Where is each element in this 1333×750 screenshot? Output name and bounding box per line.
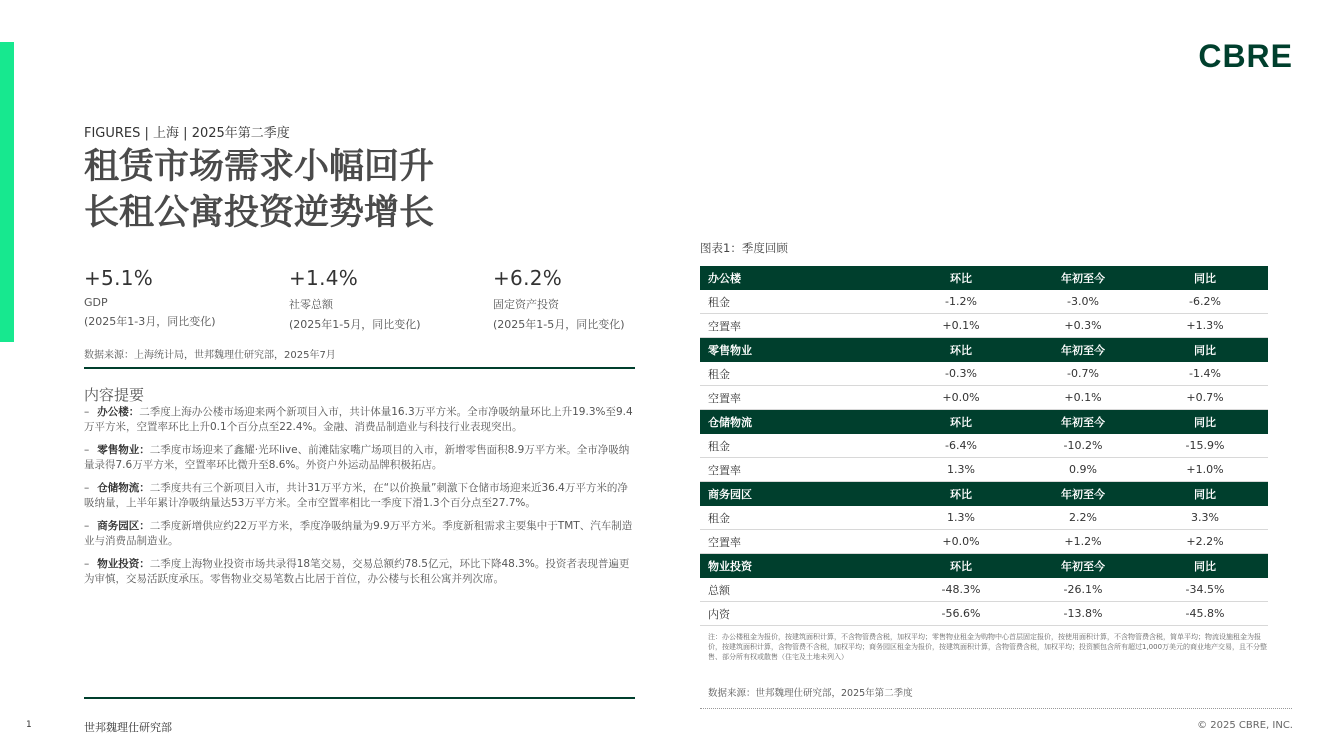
cell-value: -13.8% (1063, 607, 1103, 620)
row-label: 租金 (708, 511, 730, 525)
section-name: 零售物业 (708, 344, 752, 357)
row-label: 租金 (708, 295, 730, 309)
column-header: 同比 (1194, 344, 1216, 357)
table-row (700, 530, 1268, 554)
headline-line-2: 长租公寓投资逆势增长 (84, 192, 435, 233)
column-header: 环比 (950, 488, 972, 501)
cell-value: +2.2% (1186, 535, 1224, 548)
cell-value: -15.9% (1185, 439, 1225, 452)
cell-value: +0.0% (942, 535, 980, 548)
cell-value: +1.3% (1186, 319, 1224, 332)
column-header: 同比 (1194, 560, 1216, 573)
table-row (700, 506, 1268, 530)
summary-lead: 商务园区： (97, 520, 150, 532)
section-name: 商务园区 (708, 488, 752, 501)
column-header: 年初至今 (1061, 560, 1105, 573)
kpi-value: +5.1% (84, 266, 154, 290)
row-label: 内资 (708, 607, 730, 621)
cell-value: -1.4% (1189, 367, 1221, 380)
copyright: © 2025 CBRE, INC. (1197, 720, 1293, 731)
kpi-source: 数据来源：上海统计局，世邦魏理仕研究部，2025年7月 (84, 350, 336, 361)
summary-text: 二季度共有三个新项目入市，共计31万平方米，在“以价换量”刺激下仓储市场迎来近36.4万平方米的净吸纳量，上半年累计净吸纳量达53万平方米。全市空置率相比一季度下滑1.3个百分点至27.7%。 (84, 482, 628, 509)
footer-department: 世邦魏理仕研究部 (84, 721, 172, 734)
cell-value: -3.0% (1067, 295, 1099, 308)
summary-item-logistics: – 仓储物流：二季度共有三个新项目入市，共计31万平方米，在“以价换量”刺激下仓储市场迎来近36.4万平方米的净吸纳量，上半年累计净吸纳量达53万平方米。全市空置率相比一季度下滑1.3个百分点至27.7%。 (84, 482, 628, 509)
divider-bottom (84, 697, 635, 699)
summary-text: 二季度上海物业投资市场共录得18笔交易，交易总额约78.5亿元，环比下降48.3%。投资者表现普遍更为审慎，交易活跃度承压。零售物业交易笔数占比居于首位，办公楼与长租公寓并列次席。 (84, 558, 630, 585)
cell-value: +0.1% (942, 319, 980, 332)
quarterly-review-table (700, 266, 1268, 626)
divider-top (84, 367, 635, 369)
row-label: 空置率 (708, 463, 741, 477)
kpi-retail-sales (289, 266, 479, 332)
accent-bar (0, 42, 14, 342)
summary-title: 内容提要 (84, 386, 145, 404)
row-label: 租金 (708, 439, 730, 453)
cell-value: -10.2% (1063, 439, 1103, 452)
table-row (700, 290, 1268, 314)
cell-value: +0.0% (942, 391, 980, 404)
cell-value: +1.2% (1064, 535, 1102, 548)
page-title (84, 144, 434, 236)
row-label: 空置率 (708, 535, 741, 549)
cell-value: -45.8% (1185, 607, 1225, 620)
summary-item-retail: – 零售物业：二季度市场迎来了鑫耀·光环live、前滩陆家嘴广场项目的入市，新增零售面积8.9万平方米。全市净吸纳量录得7.6万平方米，空置率环比微升至8.6%。外资户外运动品牌积极拓店。 (84, 444, 630, 471)
table-row (700, 362, 1268, 386)
cell-value: 0.9% (1069, 463, 1097, 476)
report-kicker: FIGURES | 上海 | 2025年第二季度 (84, 126, 290, 141)
column-header: 同比 (1194, 488, 1216, 501)
summary-lead: 物业投资： (97, 558, 150, 570)
section-header-retail (700, 338, 1268, 362)
summary-list (84, 405, 638, 595)
cell-value: -34.5% (1185, 583, 1225, 596)
kpi-period: (2025年1-5月，同比变化) (493, 318, 625, 331)
table-row (700, 314, 1268, 338)
summary-item-investment: – 物业投资：二季度上海物业投资市场共录得18笔交易，交易总额约78.5亿元，环比下降48.3%。投资者表现普遍更为审慎，交易活跃度承压。零售物业交易笔数占比居于首位，办公楼与长租公寓并列次席。 (84, 558, 630, 585)
summary-lead: 办公楼： (97, 406, 140, 418)
section-name: 物业投资 (708, 560, 752, 573)
kpi-value: +1.4% (289, 266, 359, 290)
cell-value: -0.3% (945, 367, 977, 380)
cell-value: +0.3% (1064, 319, 1102, 332)
summary-lead: 零售物业： (97, 444, 150, 456)
column-header: 环比 (950, 344, 972, 357)
cell-value: 3.3% (1191, 511, 1219, 524)
table-row (700, 578, 1268, 602)
cell-value: -0.7% (1067, 367, 1099, 380)
kpi-fixed-investment (493, 266, 683, 332)
cell-value: 1.3% (947, 511, 975, 524)
column-header: 环比 (950, 560, 972, 573)
cell-value: +0.1% (1064, 391, 1102, 404)
section-header-investment (700, 554, 1268, 578)
page-number: 1 (26, 720, 32, 730)
column-header: 环比 (950, 272, 972, 285)
summary-text: 二季度新增供应约22万平方米，季度净吸纳量为9.9万平方米。季度新租需求主要集中于TMT、汽车制造业与消费品制造业。 (84, 520, 633, 547)
kpi-value: +6.2% (493, 266, 563, 290)
cell-value: -6.2% (1189, 295, 1221, 308)
kpi-label: 社零总额 (289, 298, 333, 311)
section-name: 办公楼 (708, 272, 741, 285)
kpi-row (84, 266, 634, 336)
summary-item-office: – 办公楼：二季度上海办公楼市场迎来两个新项目入市，共计体量16.3万平方米。全市净吸纳量环比上升19.3%至9.4万平方米，空置率环比上升0.1个百分点至22.4%。金融、消费品制造业与科技行业表现突出。 (84, 406, 633, 433)
cell-value: 2.2% (1069, 511, 1097, 524)
row-label: 租金 (708, 367, 730, 381)
table-note: 注：办公楼租金为报价，按建筑面积计算，不含物管费含税，加权平均；零售物业租金为购物中心首层固定报价，按使用面积计算，不含物管费含税，简单平均；物流设施租金为报价，按建筑面积计算，含物管费不含税，加权平均；商务园区租金为报价，按建筑面积计算，含物管费含税，加权平均；投资额包含所有超过1,000万美元的商业地产交易，且不分整售、部分所有权或散售（住宅及土地未列入） (708, 633, 1268, 661)
cell-value: -56.6% (941, 607, 981, 620)
headline-line-1: 租赁市场需求小幅回升 (84, 146, 435, 187)
row-label: 总额 (708, 583, 730, 597)
column-header: 年初至今 (1061, 488, 1105, 501)
column-header: 同比 (1194, 416, 1216, 429)
summary-text: 二季度市场迎来了鑫耀·光环live、前滩陆家嘴广场项目的入市，新增零售面积8.9万平方米。全市净吸纳量录得7.6万平方米，空置率环比微升至8.6%。外资户外运动品牌积极拓店。 (84, 444, 630, 471)
table-row (700, 458, 1268, 482)
row-label: 空置率 (708, 391, 741, 405)
cell-value: +0.7% (1186, 391, 1224, 404)
section-header-business-park (700, 482, 1268, 506)
row-label: 空置率 (708, 319, 741, 333)
column-header: 年初至今 (1061, 344, 1105, 357)
cell-value: -1.2% (945, 295, 977, 308)
cell-value: 1.3% (947, 463, 975, 476)
summary-item-business-park: – 商务园区：二季度新增供应约22万平方米，季度净吸纳量为9.9万平方米。季度新租需求主要集中于TMT、汽车制造业与消费品制造业。 (84, 520, 633, 547)
table-row (700, 602, 1268, 626)
summary-text: 二季度上海办公楼市场迎来两个新项目入市，共计体量16.3万平方米。全市净吸纳量环比上升19.3%至9.4万平方米，空置率环比上升0.1个百分点至22.4%。金融、消费品制造业与科技行业表现突出。 (84, 406, 633, 433)
column-header: 年初至今 (1061, 272, 1105, 285)
cell-value: -6.4% (945, 439, 977, 452)
kpi-period: (2025年1-5月，同比变化) (289, 318, 421, 331)
table-source: 数据来源：世邦魏理仕研究部，2025年第二季度 (708, 688, 913, 699)
column-header: 年初至今 (1061, 416, 1105, 429)
footer-divider (700, 708, 1292, 709)
kpi-label: GDP (84, 296, 108, 309)
cell-value: -48.3% (941, 583, 981, 596)
kpi-gdp (84, 266, 274, 329)
cell-value: -26.1% (1063, 583, 1103, 596)
column-header: 环比 (950, 416, 972, 429)
kpi-period: (2025年1-3月，同比变化) (84, 315, 216, 328)
section-header-office (700, 266, 1268, 290)
table-row (700, 386, 1268, 410)
kpi-label: 固定资产投资 (493, 298, 559, 311)
table-title: 图表1：季度回顾 (700, 241, 788, 255)
summary-lead: 仓储物流： (97, 482, 150, 494)
table-row (700, 434, 1268, 458)
section-name: 仓储物流 (708, 416, 752, 429)
column-header: 同比 (1194, 272, 1216, 285)
cbre-logo: CBRE (1198, 38, 1293, 74)
cell-value: +1.0% (1186, 463, 1224, 476)
section-header-logistics (700, 410, 1268, 434)
